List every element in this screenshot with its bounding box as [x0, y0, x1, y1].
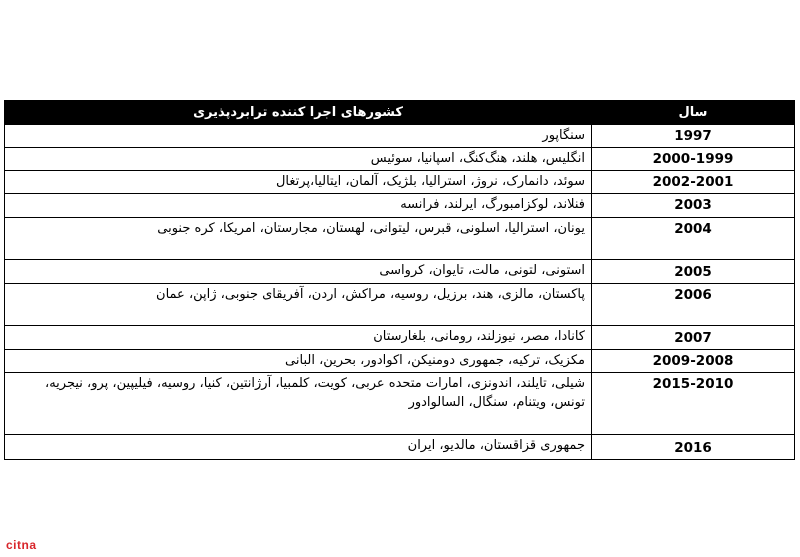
citna-logo: citna [6, 538, 37, 552]
header-countries: کشورهای اجرا کننده ترابردپذیری [5, 101, 592, 125]
row-year: 2000-1999 [592, 148, 795, 171]
row-year: 2015-2010 [592, 373, 795, 435]
table-row [5, 171, 795, 194]
row-year: 2009-2008 [592, 350, 795, 373]
table-row [5, 284, 795, 326]
row-countries: سنگاپور [5, 125, 592, 148]
table-row [5, 350, 795, 373]
portability-table [4, 100, 795, 460]
row-year: 2004 [592, 218, 795, 260]
row-year: 2016 [592, 435, 795, 460]
table-row [5, 326, 795, 350]
row-year: 1997 [592, 125, 795, 148]
row-countries: کانادا، مصر، نیوزلند، رومانی، بلغارستان [5, 326, 592, 350]
header-year: سال [592, 101, 795, 125]
row-countries: سوئد، دانمارک، نروژ، استرالیا، بلژیک، آلمان، ایتالیا،پرتغال [5, 171, 592, 194]
row-countries: یونان، استرالیا، اسلونی، قبرس، لیتوانی، لهستان، مجارستان، امریکا، کره جنوبی [5, 218, 592, 260]
row-countries: پاکستان، مالزی، هند، برزیل، روسیه، مراکش، اردن، آفریقای جنوبی، ژاپن، عمان [5, 284, 592, 326]
row-year: 2006 [592, 284, 795, 326]
row-countries: شیلی، تایلند، اندونزی، امارات متحده عربی، کویت، کلمبیا، آرژانتین، کنیا، روسیه، فیلیپین، پرو، نیجریه، تونس، ویتنام، سنگال، السالوادور [5, 373, 592, 435]
row-year: 2007 [592, 326, 795, 350]
portability-table-container [4, 100, 794, 460]
row-countries: مکزیک، ترکیه، جمهوری دومنیکن، اکوادور، بحرین، البانی [5, 350, 592, 373]
table-row [5, 435, 795, 460]
row-countries: جمهوری قزاقستان، مالدیو، ایران [5, 435, 592, 460]
row-year: 2002-2001 [592, 171, 795, 194]
table-row [5, 194, 795, 218]
table-row [5, 373, 795, 435]
row-year: 2005 [592, 260, 795, 284]
row-countries: فنلاند، لوکزامبورگ، ایرلند، فرانسه [5, 194, 592, 218]
row-countries: انگلیس، هلند، هنگ‌کنگ، اسپانیا، سوئیس [5, 148, 592, 171]
row-countries: استونی، لتونی، مالت، تایوان، کرواسی [5, 260, 592, 284]
table-header-row [5, 101, 795, 125]
row-year: 2003 [592, 194, 795, 218]
table-row [5, 125, 795, 148]
table-row [5, 260, 795, 284]
table-row [5, 148, 795, 171]
table-row [5, 218, 795, 260]
